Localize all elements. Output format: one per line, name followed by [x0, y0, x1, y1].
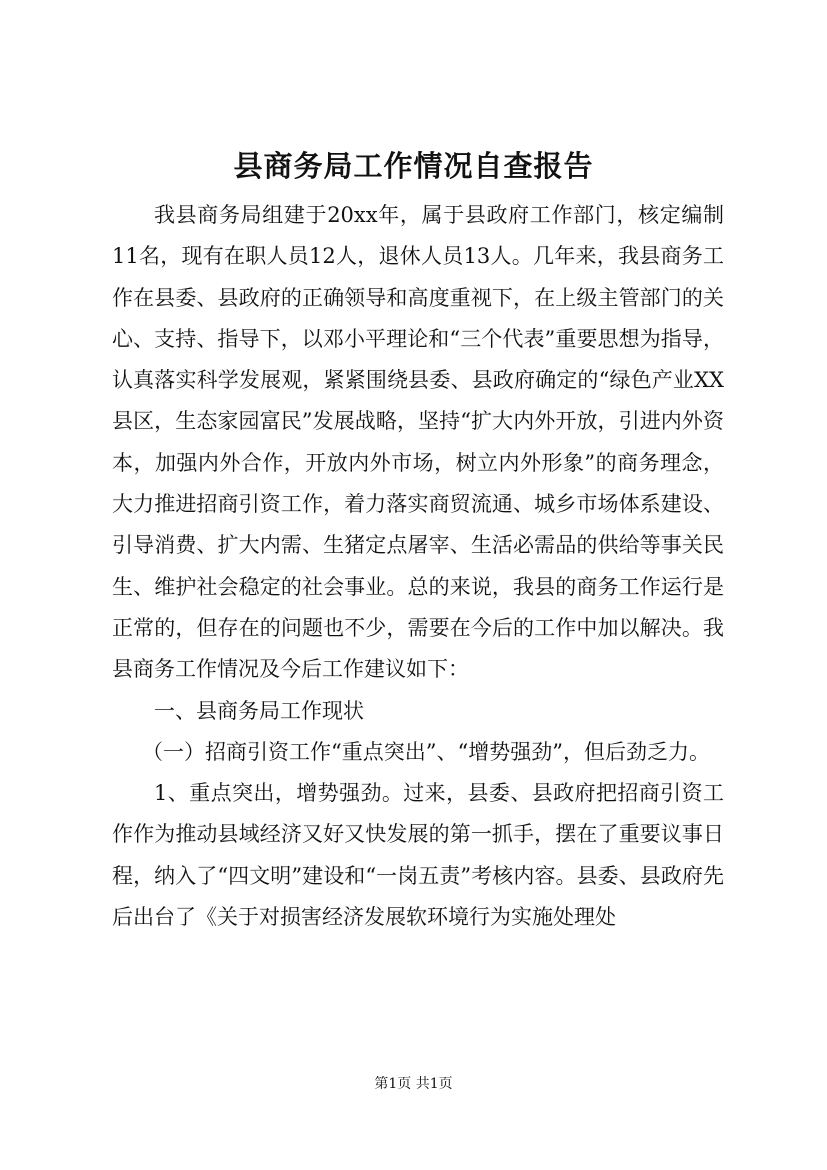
subsection-heading: （一）招商引资工作“重点突出”、“增势强劲”，但后劲乏力。	[142, 739, 710, 764]
document-title: 县商务局工作情况自查报告	[233, 149, 594, 183]
paragraph-point-1: 1、重点突出，增势强劲。过来，县委、县政府把招商引资工作作为推动县域经济又好又快发展的第一抓手，摆在了重要议事日程，纳入了“四文明”建设和“一岗五责”考核内容。县委、县政府先后出台了《关于对损害经济发展软环境行为实施处理处	[112, 781, 724, 930]
page-number: 第1页 共1页	[374, 1076, 453, 1092]
section-heading: 一、县商务局工作现状	[154, 698, 364, 723]
document-body	[112, 195, 724, 938]
paragraph-intro: 我县商务局组建于20xx年，属于县政府工作部门，核定编制11名，现有在职人员12人，退休人员13人。几年来，我县商务工作在县委、县政府的正确领导和高度重视下，在上级主管部门的关心、支持、指导下，以邓小平理论和“三个代表”重要思想为指导，认真落实科学发展观，紧紧围绕县委、县政府确定的“绿色产业XX县区，生态家园富民”发展战略，坚持“扩大内外开放，引进内外资本，加强内外合作，开放内外市场，树立内外形象”的商务理念，大力推进招商引资工作，着力落实商贸流通、城乡市场体系建设、引导消费、扩大内需、生猪定点屠宰、生活必需品的供给等事关民生、维护社会稳定的社会事业。总的来说，我县的商务工作运行是正常的，但存在的问题也不少，需要在今后的工作中加以解决。我县商务工作情况及今后工作建议如下：	[112, 203, 724, 682]
